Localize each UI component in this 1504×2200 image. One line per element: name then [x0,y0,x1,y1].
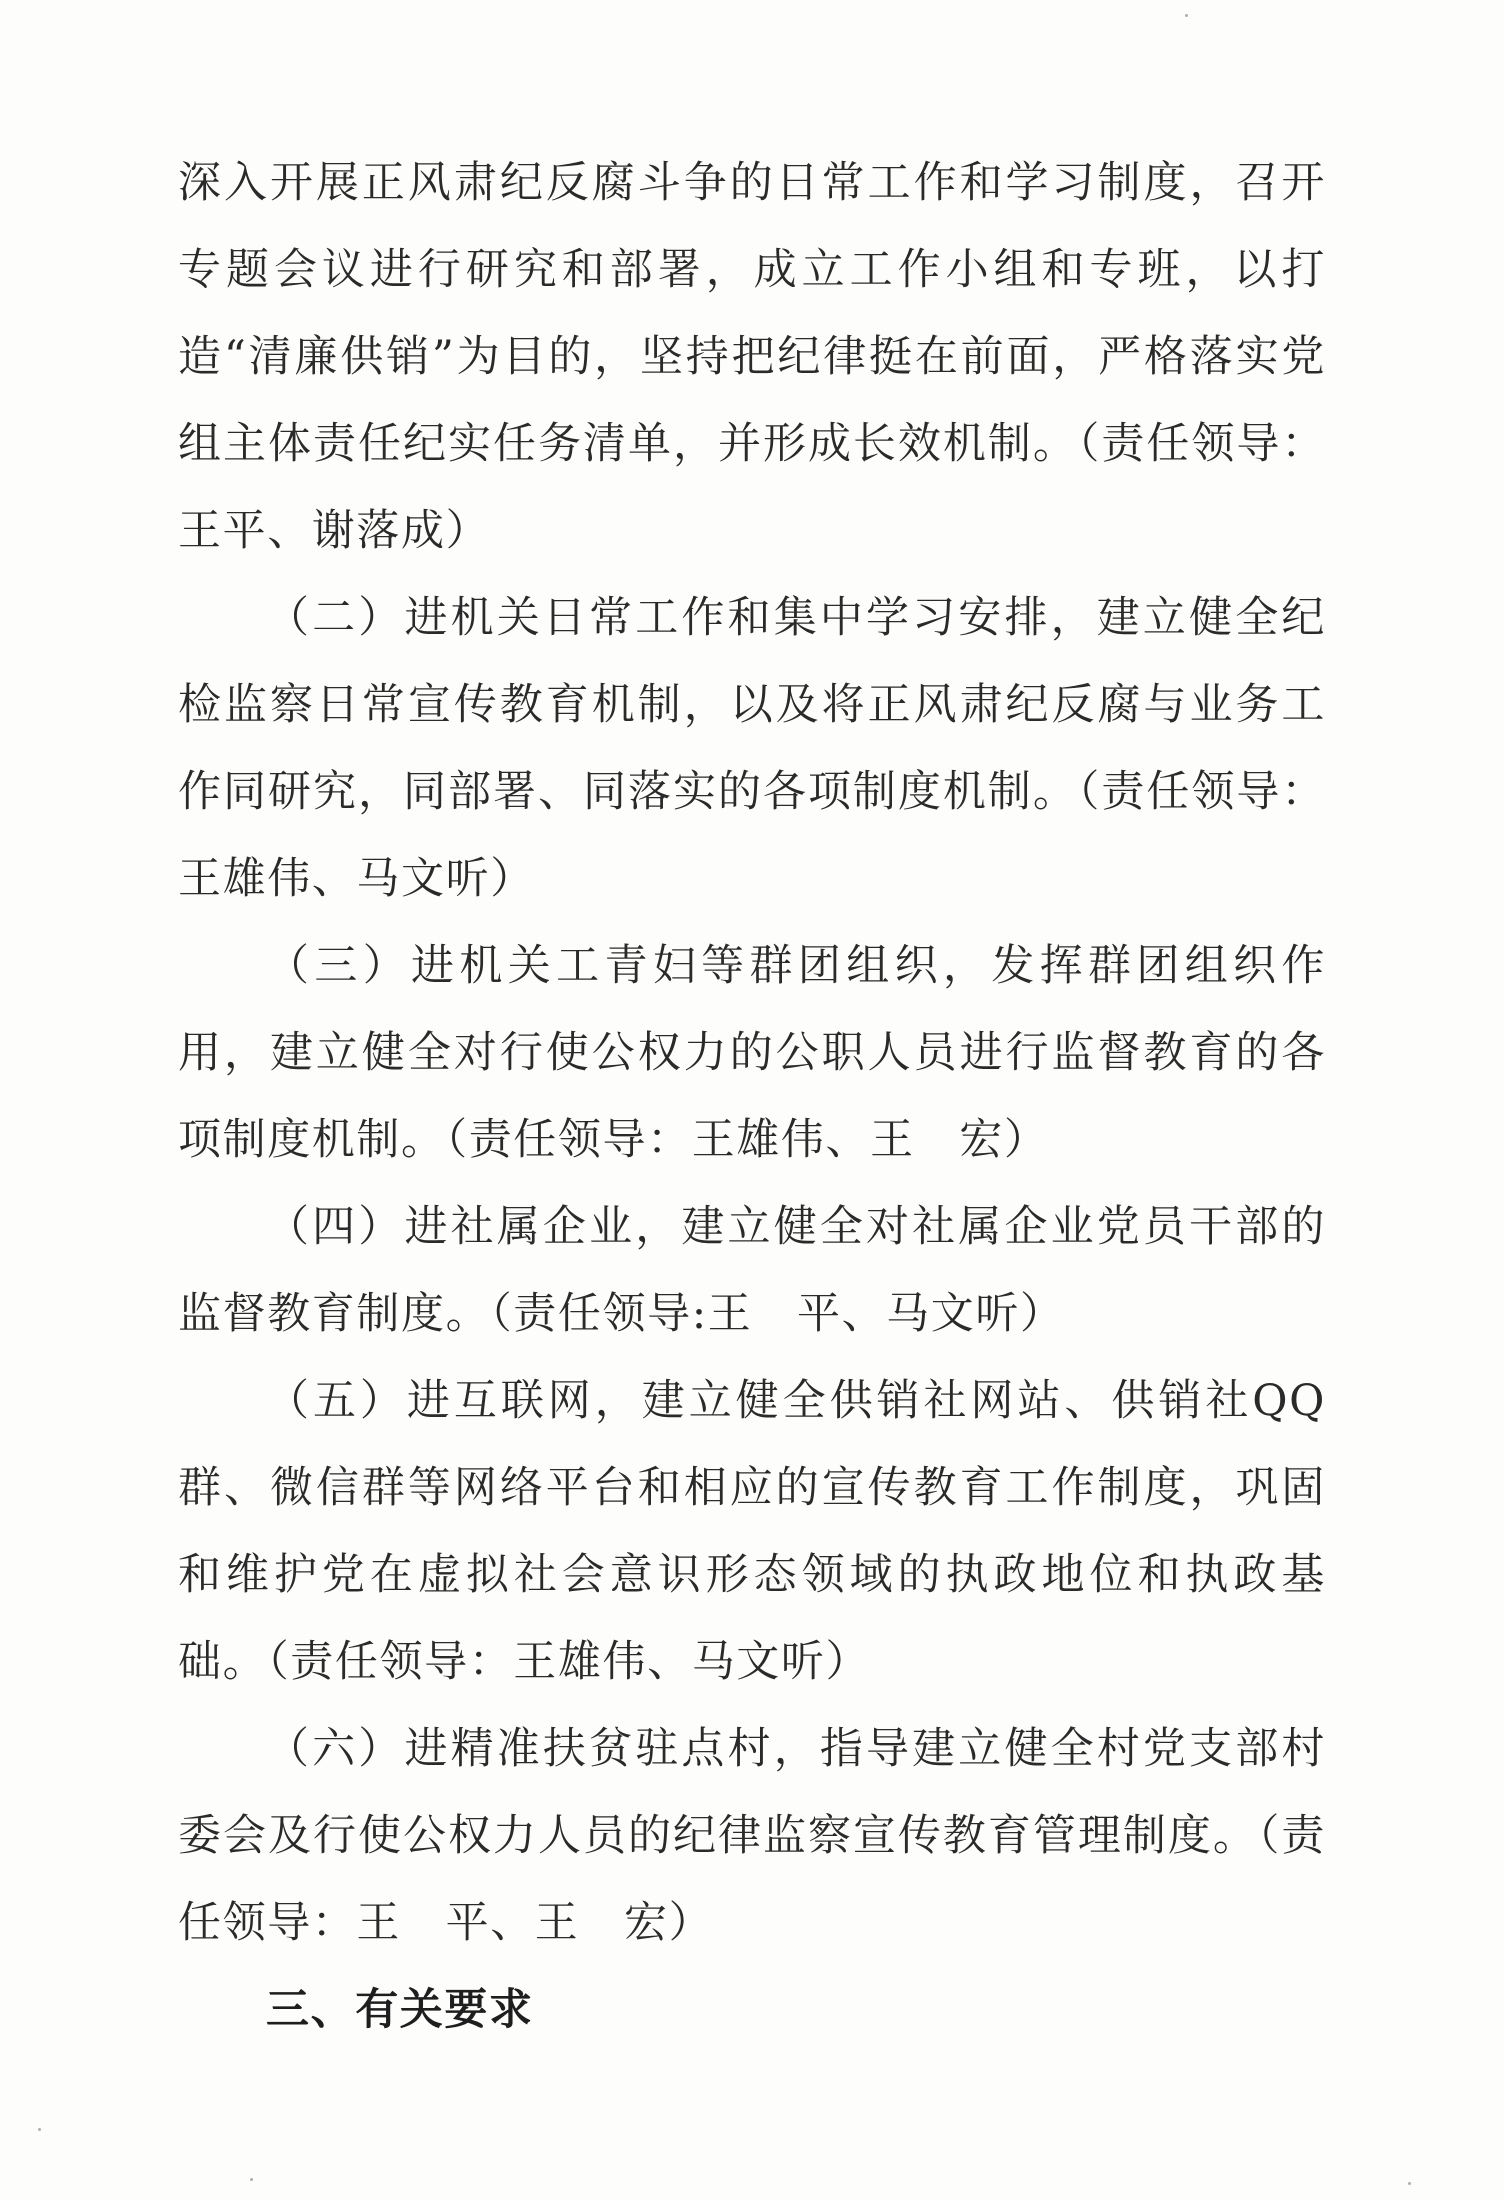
scan-speck [38,2128,41,2131]
paragraph-item-4: （四）进社属企业，建立健全对社属企业党员干部的监督教育制度。（责任领导:王 平、马文听） [178,1202,1326,1339]
paragraph-item-3: （三）进机关工青妇等群团组织，发挥群团组织作用，建立健全对行使公权力的公职人员进行监督教育的各项制度机制。（责任领导：王雄伟、王 宏） [178,941,1326,1165]
paragraph-item-2: （二）进机关日常工作和集中学习安排，建立健全纪检监察日常宣传教育机制，以及将正风肃纪反腐与业务工作同研究，同部署、同落实的各项制度机制。（责任领导：王雄伟、马文听） [178,593,1326,904]
scan-speck [1408,2182,1411,2185]
scan-speck [250,2178,253,2181]
document-body [178,140,1326,2054]
paragraph-continued: 深入开展正风肃纪反腐斗争的日常工作和学习制度，召开专题会议进行研究和部署，成立工作小组和专班，以打造“清廉供销”为目的，坚持把纪律挺在前面，严格落实党组主体责任纪实任务清单，并形成长效机制。（责任领导：王平、谢落成） [178,158,1326,556]
paragraph-item-5: （五）进互联网，建立健全供销社网站、供销社QQ群、微信群等网络平台和相应的宣传教育工作制度，巩固和维护党在虚拟社会意识形态领域的执政地位和执政基础。（责任领导：王雄伟、马文听） [178,1376,1326,1687]
section-heading: 三、有关要求 [266,1985,534,2035]
paragraph-item-6: （六）进精准扶贫驻点村，指导建立健全村党支部村委会及行使公权力人员的纪律监察宣传教育管理制度。（责任领导：王 平、王 宏） [178,1724,1326,1948]
scan-speck [1185,14,1188,17]
